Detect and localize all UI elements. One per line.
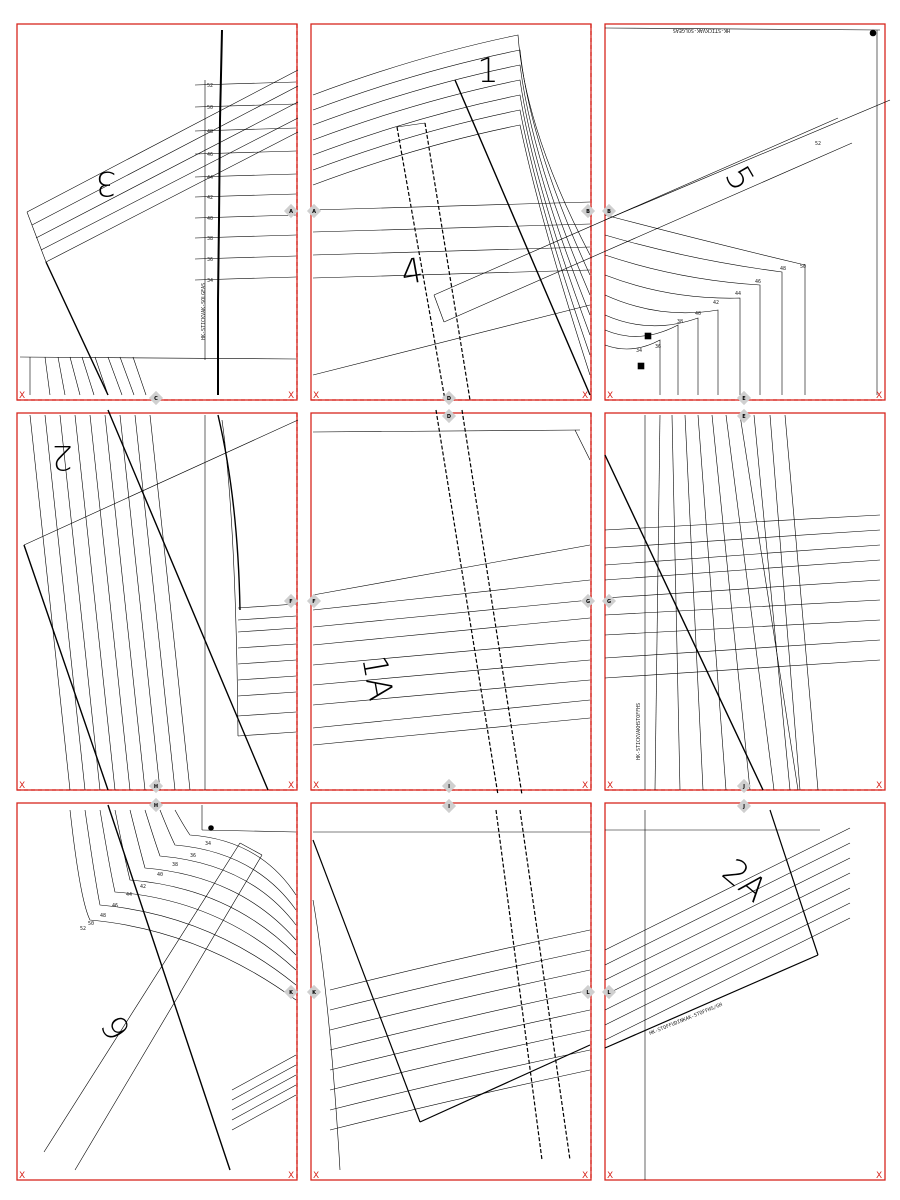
cut-mark: X [876,391,883,401]
align-marker-letter: D [446,396,452,402]
tile-border [311,803,591,1180]
size-label: 52 [80,926,87,932]
align-marker-letter: C [154,396,158,402]
size-label: 44 [735,291,742,297]
align-marker-i [442,799,456,813]
align-marker-e [737,409,751,423]
align-marker-letter: L [607,990,611,996]
align-marker-h [149,798,163,812]
stamp-code: HK-STICKVAKHSTOFFHS [636,702,642,760]
align-marker-letter: D [446,414,452,420]
align-marker-letter: E [742,396,746,402]
size-label: 44 [207,175,214,181]
cut-mark: X [876,1171,883,1181]
piece1-curves [313,35,590,395]
align-marker-e [737,391,751,405]
cut-mark: X [876,781,883,791]
tile-border [17,803,297,1180]
cut-mark: X [582,1171,589,1181]
size-label: 46 [207,152,214,158]
stamp-code: HK-STICKVAK-SOLGEAS [201,282,207,340]
align-marker-letter: H [153,803,159,809]
piece-number-6: 6 [94,1008,140,1047]
size-label: 42 [140,884,147,890]
piece5-band [434,100,890,322]
align-marker-l [602,985,616,999]
size-label: 50 [88,921,95,927]
align-marker-letter: K [289,990,293,996]
align-marker-l [581,985,595,999]
piece-number-1: 1 [477,51,499,91]
size-label: 50 [800,264,807,270]
size-label: 48 [100,913,107,919]
size-label: 36 [190,853,197,859]
piece-number-4: 4 [398,250,427,294]
stamp-code: HK-STICKVAK-SOLGEAS [672,27,730,33]
stamp-code: HK-STOFFUDINKAK-STOFFHS/GH [648,1001,724,1037]
align-marker-a [307,204,321,218]
size-label: 38 [677,319,684,325]
cut-mark: X [582,781,589,791]
align-marker-letter: J [743,804,745,810]
align-marker-letter: G [606,599,612,605]
cut-mark: X [607,1171,614,1181]
align-marker-letter: K [312,990,316,996]
cut-mark: X [313,1171,320,1181]
tile3-curves [605,28,880,395]
size-label: 36 [655,344,662,350]
align-marker-letter: B [607,209,611,215]
align-marker-letter: G [585,599,591,605]
cut-mark: X [288,391,295,401]
align-marker-h [149,779,163,793]
piece-number-5: 5 [716,159,762,198]
piece-number-1a: 1A [353,652,401,704]
size-label: 40 [207,216,214,222]
size-label: 34 [636,348,643,354]
piece3-band [20,70,298,395]
align-marker-g [602,594,616,608]
tile6-lines [605,415,883,791]
align-marker-letter: L [586,990,590,996]
labels [19,27,882,1181]
tile-border [311,413,591,790]
cut-mark: X [19,391,26,401]
size-label: 46 [112,903,119,909]
align-marker-a [284,204,298,218]
cut-mark: X [288,781,295,791]
align-marker-letter: A [312,209,316,215]
size-label: 34 [205,841,212,847]
tile-5 [311,413,591,790]
tile8-lines [313,832,590,1170]
align-marker-letter: H [153,784,159,790]
size-label: 42 [207,195,214,201]
align-marker-d [442,409,456,423]
align-marker-g [581,594,595,608]
align-marker-letter: F [312,599,316,605]
size-label: 42 [713,300,720,306]
align-marker-b [581,204,595,218]
tile-7 [17,803,297,1180]
tile-3 [605,24,885,400]
size-label: 36 [207,257,214,263]
tile-border [17,24,297,400]
align-marker-k [284,985,298,999]
tile-border [605,413,885,790]
cut-mark: X [313,391,320,401]
cut-mark: X [288,1171,295,1181]
size-label: 44 [126,892,133,898]
align-marker-letter: I [448,804,450,810]
tile-border [605,24,885,400]
piece6-lines [44,805,296,1170]
tile-8 [311,803,591,1180]
size-label: 34 [207,278,214,284]
size-label: 52 [815,141,822,147]
size-label: 38 [207,236,214,242]
piece-number-3: 3 [95,163,117,203]
piece-number-2: 2 [51,437,73,477]
align-marker-f [284,594,298,608]
size-label: 52 [207,83,214,89]
piece-number-2a: 2A [714,851,775,911]
cut-mark: X [313,781,320,791]
cut-mark: X [582,391,589,401]
align-marker-j [737,799,751,813]
align-marker-c [149,391,163,405]
cut-mark: X [19,1171,26,1181]
cut-mark: X [607,391,614,401]
size-label: 46 [755,279,762,285]
size-label: 40 [695,311,702,317]
size-label: 40 [157,872,164,878]
align-marker-letter: E [742,414,746,420]
pattern-lines [20,28,890,1180]
tile4-right-ticks [238,604,296,736]
align-marker-i [442,779,456,793]
align-marker-k [307,985,321,999]
size-label: 50 [207,105,214,111]
align-marker-letter: A [289,209,293,215]
cut-mark: X [19,781,26,791]
align-marker-f [307,594,321,608]
tile1-bottom-verticals [30,357,146,395]
size-label: 48 [207,129,214,135]
align-marker-letter: B [586,209,590,215]
align-marker-letter: F [289,599,293,605]
piece1A-lines [313,430,590,745]
size-label: 38 [172,862,179,868]
tile-frames [17,24,885,1180]
tile-6 [605,413,885,790]
align-marker-letter: J [743,784,745,790]
tile-1 [17,24,297,400]
cut-mark: X [607,781,614,791]
size-label: 48 [780,266,787,272]
align-marker-letter: I [448,784,450,790]
